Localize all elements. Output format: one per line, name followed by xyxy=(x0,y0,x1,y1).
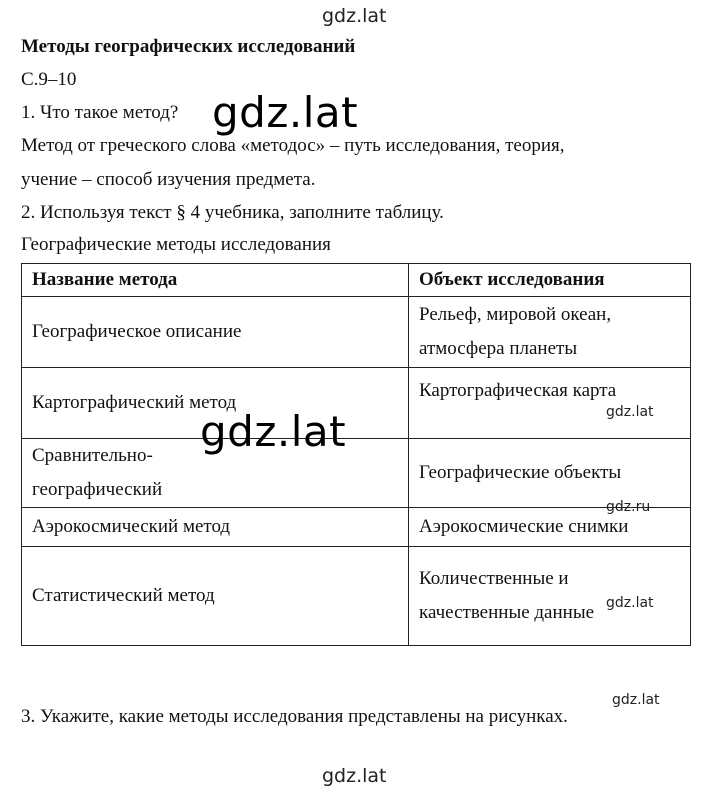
method-cell: Статистический метод xyxy=(22,547,409,646)
table-row xyxy=(22,508,691,547)
watermark-small-2: gdz.ru xyxy=(606,499,651,515)
method-cell: Картографический метод xyxy=(22,368,409,439)
watermark-small-1: gdz.lat xyxy=(606,404,654,420)
object-cell: Аэрокосмические снимки xyxy=(409,508,691,547)
watermark-bottom: gdz.lat xyxy=(322,765,387,787)
methods-table xyxy=(21,263,691,646)
table-header-row xyxy=(22,264,691,297)
watermark-small-3: gdz.lat xyxy=(606,595,654,611)
table-row xyxy=(22,439,691,508)
question-3: 3. Укажите, какие методы исследования представлены на рисунках. xyxy=(21,706,568,727)
header-method: Название метода xyxy=(22,264,409,297)
answer-1-line-2: учение – способ изучения предмета. xyxy=(21,169,316,190)
table-row xyxy=(22,297,691,368)
question-1: 1. Что такое метод? xyxy=(21,102,179,123)
watermark-small-4: gdz.lat xyxy=(612,692,660,708)
method-cell: Аэрокосмический метод xyxy=(22,508,409,547)
watermark-large-2: gdz.lat xyxy=(200,407,347,456)
watermark-large-1: gdz.lat xyxy=(212,88,359,137)
object-cell: Географические объекты xyxy=(409,439,691,508)
header-object: Объект исследования xyxy=(409,264,691,297)
method-cell: Географическое описание xyxy=(22,297,409,368)
answer-1-line-1: Метод от греческого слова «методос» – путь исследования, теория, xyxy=(21,135,565,156)
question-2: 2. Используя текст § 4 учебника, заполните таблицу. xyxy=(21,202,444,223)
object-cell: Картографическая карта xyxy=(409,368,691,439)
object-cell: Рельеф, мировой океан, атмосфера планеты xyxy=(409,297,691,368)
table-caption: Географические методы исследования xyxy=(21,234,331,255)
table-row xyxy=(22,368,691,439)
table-row xyxy=(22,547,691,646)
watermark-top: gdz.lat xyxy=(322,5,387,27)
method-cell-text: Сравнительно-географический xyxy=(32,445,163,500)
object-cell: Количественные и качественные данные xyxy=(409,547,691,646)
page-range: С.9–10 xyxy=(21,69,77,90)
page-title: Методы географических исследований xyxy=(21,36,356,57)
